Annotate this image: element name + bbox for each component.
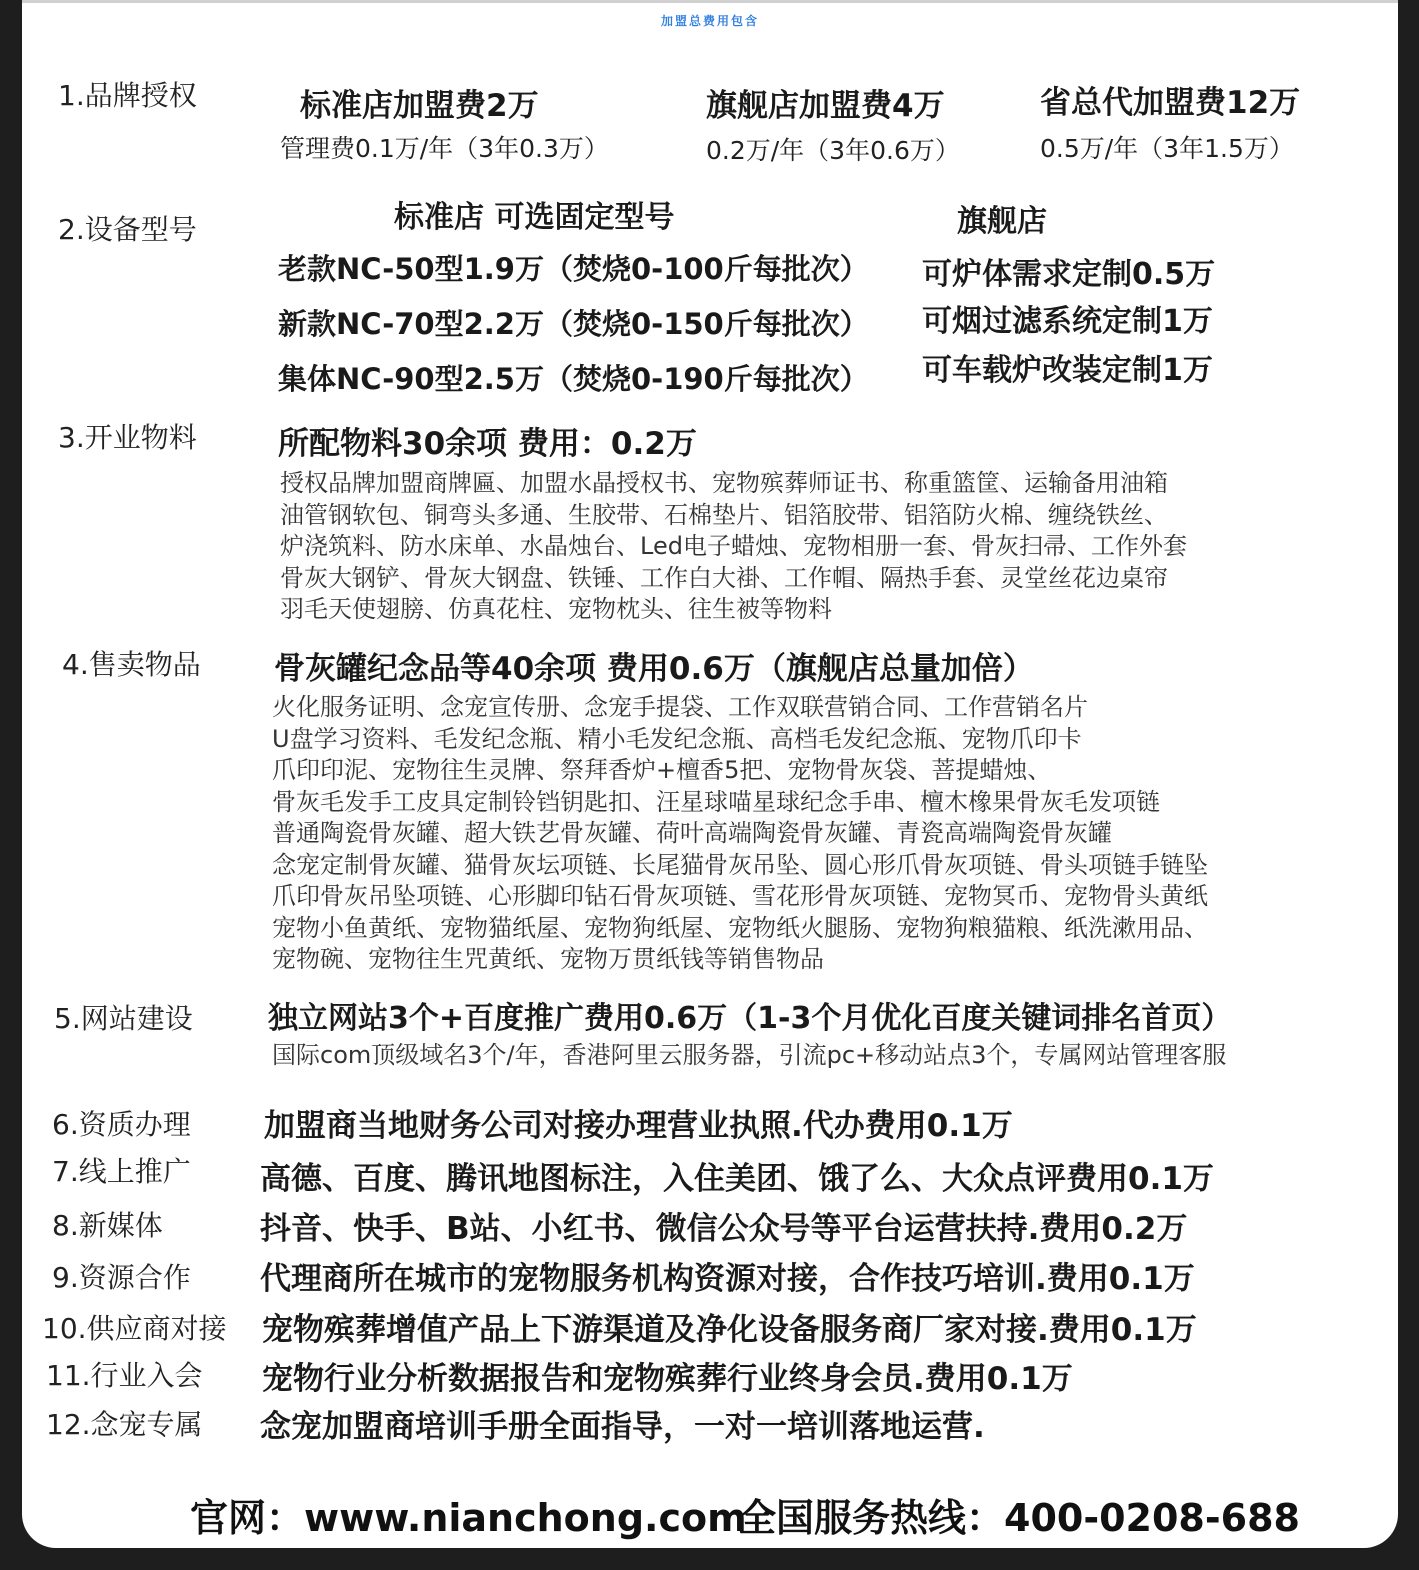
- goods-summary: 骨灰罐纪念品等40余项 费用0.6万（旗舰店总量加倍）: [274, 651, 1034, 687]
- flagship-heading: 旗舰店: [957, 204, 1047, 239]
- section-8-text: 抖音、快手、B站、小红书、微信公众号等平台运营扶持.费用0.2万: [260, 1211, 1188, 1247]
- section-12-text: 念宠加盟商培训手册全面指导，一对一培训落地运营.: [260, 1409, 985, 1445]
- list-item: 骨灰毛发手工皮具定制铃铛钥匙扣、汪星球喵星球纪念手串、檀木橡果骨灰毛发项链: [272, 787, 1160, 816]
- list-item: 炉浇筑料、防水床单、水晶烛台、Led电子蜡烛、宠物相册一套、骨灰扫帚、工作外套: [280, 532, 1187, 560]
- list-item: 爪印印泥、宠物往生灵牌、祭拜香炉+檀香5把、宠物骨灰袋、菩提蜡烛、: [272, 756, 1052, 784]
- list-item: 爪印骨灰吊坠项链、心形脚印钻石骨灰项链、雪花形骨灰项链、宠物冥币、宠物骨头黄纸: [272, 882, 1208, 910]
- list-item: 骨灰大钢铲、骨灰大钢盘、铁锤、工作白大褂、工作帽、隔热手套、灵堂丝花边桌帘: [280, 563, 1168, 592]
- list-item: 宠物碗、宠物往生咒黄纸、宠物万贯纸钱等销售物品: [272, 945, 824, 973]
- custom-vehicle: 可车载炉改装定制1万: [922, 353, 1213, 388]
- section-3-label: 3.开业物料: [58, 421, 197, 454]
- section-4-label: 4.售卖物品: [62, 648, 201, 681]
- standard-management-fee: 管理费0.1万/年（3年0.3万）: [280, 134, 609, 163]
- list-item: 普通陶瓷骨灰罐、超大铁艺骨灰罐、荷叶高端陶瓷骨灰罐、青瓷高端陶瓷骨灰罐: [272, 819, 1112, 847]
- flagship-management-fee: 0.2万/年（3年0.6万）: [706, 136, 960, 165]
- list-item: 念宠定制骨灰罐、猫骨灰坛项链、长尾猫骨灰吊坠、圆心形爪骨灰项链、骨头项链手链坠: [272, 850, 1208, 879]
- list-item: 油管钢软包、铜弯头多通、生胶带、石棉垫片、铝箔胶带、铝箔防火棉、缠绕铁丝、: [280, 500, 1168, 529]
- list-item: 火化服务证明、念宠宣传册、念宠手提袋、工作双联营销合同、工作营销名片: [272, 693, 1088, 721]
- list-item: 授权品牌加盟商牌匾、加盟水晶授权书、宠物殡葬师证书、称重篮筐、运输备用油箱: [280, 469, 1168, 497]
- top-divider: [22, 0, 1398, 3]
- section-9-label: 9.资源合作: [52, 1261, 191, 1294]
- section-10-label: 10.供应商对接: [42, 1312, 227, 1345]
- section-7-label: 7.线上推广: [52, 1155, 191, 1188]
- materials-summary: 所配物料30余项 费用：0.2万: [278, 426, 697, 462]
- standard-store-fee: 标准店加盟费2万: [300, 88, 539, 124]
- goods-list: [272, 692, 1208, 976]
- section-6-text: 加盟商当地财务公司对接办理营业执照.代办费用0.1万: [264, 1108, 1013, 1144]
- section-9-text: 代理商所在城市的宠物服务机构资源对接，合作技巧培训.费用0.1万: [260, 1261, 1195, 1297]
- section-1-label: 1.品牌授权: [58, 79, 197, 112]
- section-5-label: 5.网站建设: [54, 1002, 193, 1035]
- materials-list: [280, 468, 1187, 626]
- flagship-store-fee: 旗舰店加盟费4万: [706, 88, 945, 124]
- section-6-label: 6.资质办理: [52, 1108, 191, 1141]
- page-title: 加盟总费用包含: [660, 14, 759, 28]
- custom-smoke-filter: 可烟过滤系统定制1万: [922, 304, 1213, 339]
- model-nc90: 集体NC-90型2.5万（焚烧0-190斤每批次）: [278, 362, 869, 396]
- section-10-text: 宠物殡葬增值产品上下游渠道及净化设备服务商厂家对接.费用0.1万: [262, 1312, 1197, 1348]
- website-detail: 国际com顶级域名3个/年，香港阿里云服务器，引流pc+移动站点3个，专属网站管理客服: [272, 1041, 1227, 1069]
- website-summary: 独立网站3个+百度推广费用0.6万（1-3个月优化百度关键词排名首页）: [268, 1001, 1232, 1036]
- section-2-label: 2.设备型号: [58, 213, 197, 246]
- standard-models-heading: 标准店 可选固定型号: [394, 200, 675, 235]
- service-hotline: 全国服务热线：400-0208-688: [738, 1496, 1300, 1540]
- section-11-label: 11.行业入会: [46, 1359, 203, 1392]
- model-nc50: 老款NC-50型1.9万（焚烧0-100斤每批次）: [278, 252, 869, 286]
- section-12-label: 12.念宠专属: [46, 1408, 203, 1441]
- list-item: 羽毛天使翅膀、仿真花柱、宠物枕头、往生被等物料: [280, 595, 832, 623]
- section-7-text: 高德、百度、腾讯地图标注，入住美团、饿了么、大众点评费用0.1万: [260, 1161, 1214, 1197]
- list-item: U盘学习资料、毛发纪念瓶、精小毛发纪念瓶、高档毛发纪念瓶、宠物爪印卡: [272, 724, 1082, 753]
- section-11-text: 宠物行业分析数据报告和宠物殡葬行业终身会员.费用0.1万: [262, 1361, 1073, 1397]
- list-item: 宠物小鱼黄纸、宠物猫纸屋、宠物狗纸屋、宠物纸火腿肠、宠物狗粮猫粮、纸洗漱用品、: [272, 913, 1208, 942]
- model-nc70: 新款NC-70型2.2万（焚烧0-150斤每批次）: [278, 307, 869, 341]
- fee-card: [22, 0, 1398, 1548]
- section-8-label: 8.新媒体: [52, 1209, 163, 1242]
- website-url: 官网：www.nianchong.com: [190, 1496, 747, 1540]
- province-agent-fee: 省总代加盟费12万: [1040, 85, 1301, 121]
- province-management-fee: 0.5万/年（3年1.5万）: [1040, 134, 1294, 163]
- custom-furnace: 可炉体需求定制0.5万: [922, 257, 1216, 292]
